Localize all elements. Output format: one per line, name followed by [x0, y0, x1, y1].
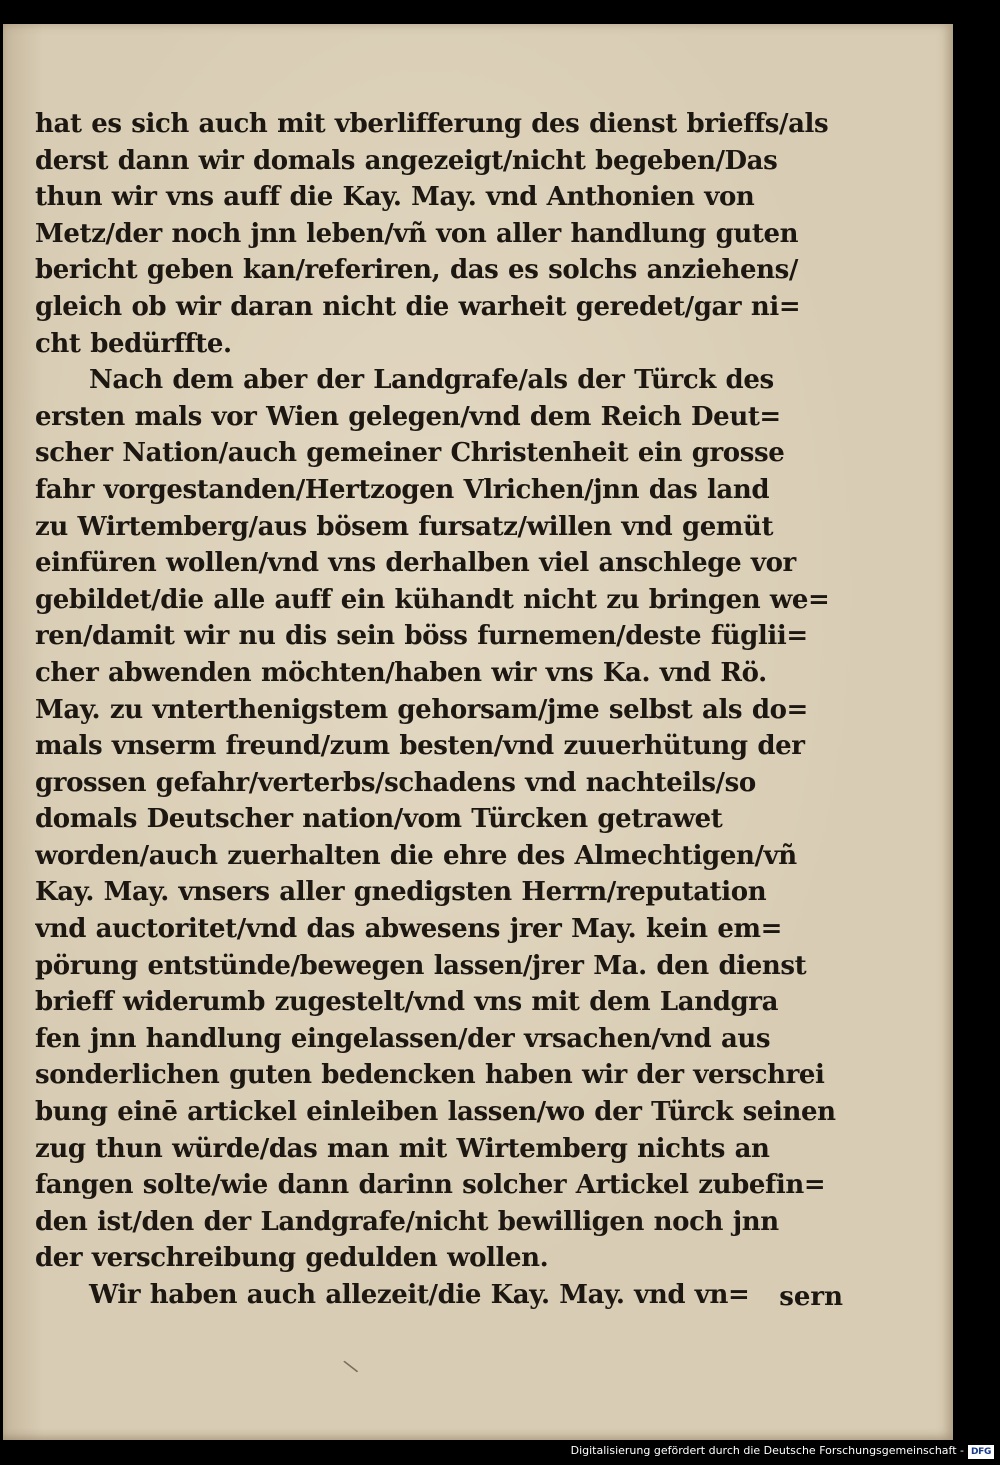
text-line: bung einē artickel einleiben lassen/wo der Türck seinen [35, 1097, 836, 1128]
text-line: brieff widerumb zugestelt/vnd vns mit dem Landgra [35, 987, 779, 1018]
text-line: einfüren wollen/vnd vns derhalben viel anschlege vor [35, 548, 796, 579]
text-line: zu Wirtemberg/aus bösem fursatz/willen vnd gemüt [35, 511, 774, 542]
text-line: bericht geben kan/referiren, das es solchs anziehens/ [35, 255, 798, 286]
text-line: mals vnserm freund/zum besten/vnd zuuerhütung der [35, 731, 805, 762]
text-line: May. zu vnterthenigstem gehorsam/jme selbst als do= [35, 694, 808, 725]
book-page [3, 24, 953, 1440]
page-text-block [35, 106, 855, 1314]
pencil-mark: \ [340, 1354, 361, 1378]
text-line: thun wir vns auff die Kay. May. vnd Anthonien von [35, 182, 755, 213]
text-line: grossen gefahr/verterbs/schadens vnd nachteils/so [35, 767, 756, 798]
text-line: ren/damit wir nu dis sein böss furnemen/deste füglii= [35, 621, 808, 652]
text-line: ersten mals vor Wien gelegen/vnd dem Reich Deut= [35, 401, 781, 432]
catchword: sern [779, 1282, 843, 1312]
text-line: zug thun würde/das man mit Wirtemberg nichts an [35, 1133, 770, 1164]
dfg-logo-icon: DFG [968, 1445, 994, 1459]
text-line: scher Nation/auch gemeiner Christenheit ein grosse [35, 438, 785, 469]
text-line: derst dann wir domals angezeigt/nicht begeben/Das [35, 145, 778, 176]
text-line: pörung entstünde/bewegen lassen/jrer Ma. den dienst [35, 950, 807, 981]
text-line: hat es sich auch mit vberlifferung des dienst brieffs/als [35, 109, 829, 139]
text-line: den ist/den der Landgrafe/nicht bewilligen noch jnn [35, 1206, 779, 1237]
text-line: Kay. May. vnsers aller gnedigsten Herrn/reputation [35, 877, 767, 908]
text-line: worden/auch zuerhalten die ehre des Almechtigen/vñ [35, 840, 797, 871]
text-line: sonderlichen guten bedencken haben wir der verschrei [35, 1060, 825, 1091]
text-line: cht bedürffte. [35, 328, 232, 359]
text-line: fangen solte/wie dann darinn solcher Artickel zubefin= [35, 1170, 826, 1201]
text-line: gleich ob wir daran nicht die warheit geredet/gar ni= [35, 291, 801, 322]
text-line: Wir haben auch allezeit/die Kay. May. vnd vn= [89, 1280, 750, 1310]
text-line: cher abwenden möchten/haben wir vns Ka. vnd Rö. [35, 657, 767, 688]
text-line: Nach dem aber der Landgrafe/als der Türck des [89, 365, 774, 396]
text-line: Metz/der noch jnn leben/vñ von aller handlung guten [35, 218, 799, 249]
text-line: vnd auctoritet/vnd das abwesens jrer May. kein em= [35, 914, 782, 945]
text-line: fen jnn handlung eingelassen/der vrsachen/vnd aus [35, 1023, 771, 1054]
text-line: domals Deutscher nation/vom Türcken getrawet [35, 804, 723, 835]
text-line: der verschreibung gedulden wollen. [35, 1243, 549, 1274]
footer-credit: Digitalisierung gefördert durch die Deutsche Forschungsgemeinschaft - [570, 1444, 964, 1457]
text-line: fahr vorgestanden/Hertzogen Vlrichen/jnn das land [35, 474, 770, 505]
text-line: gebildet/die alle auff ein kühandt nicht zu bringen we= [35, 584, 830, 615]
